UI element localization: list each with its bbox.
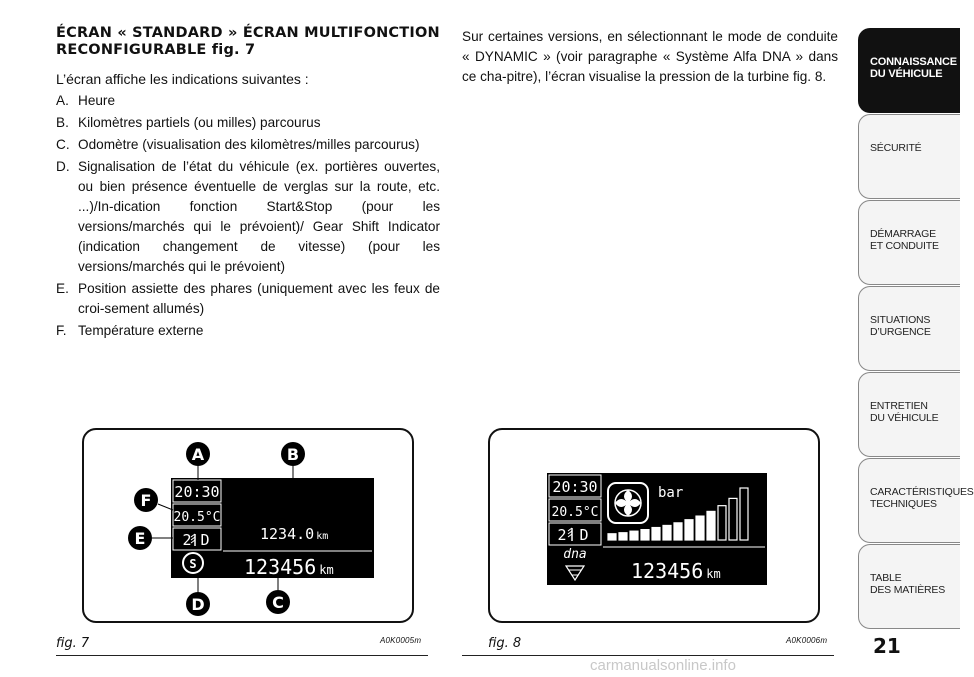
lcd-time: 20:30 bbox=[174, 483, 220, 501]
pressure-bar bbox=[608, 534, 616, 540]
pressure-bar bbox=[674, 523, 682, 540]
callout-c bbox=[266, 590, 290, 614]
figure-7-frame bbox=[82, 428, 414, 623]
svg-text:B: B bbox=[286, 445, 300, 464]
item-text: Position assiette des phares (uniquement avec les feux de croi-sement allumés) bbox=[78, 281, 440, 316]
callout-b bbox=[281, 442, 305, 466]
figure-7-rule bbox=[56, 655, 428, 656]
pressure-bar bbox=[641, 530, 649, 540]
lcd-temperature: 20.5°C bbox=[551, 505, 599, 520]
lcd-gear-unit: D bbox=[200, 531, 210, 549]
indication-list bbox=[56, 91, 440, 341]
item-text: Kilomètres partiels (ou milles) parcourus bbox=[78, 115, 321, 130]
item-text: Température externe bbox=[78, 323, 204, 338]
callout-f bbox=[134, 488, 158, 512]
lcd-gear-unit: D bbox=[579, 526, 589, 544]
left-column bbox=[56, 25, 440, 343]
item-letter: D. bbox=[56, 159, 70, 174]
list-item-b bbox=[56, 113, 440, 133]
figure-7-caption: fig. 7 bbox=[56, 636, 90, 651]
list-item-d bbox=[56, 157, 440, 277]
lcd-gear: 2 bbox=[557, 526, 567, 544]
pressure-bar bbox=[619, 533, 627, 540]
lcd-temperature: 20.5°C bbox=[173, 510, 221, 525]
item-text: Heure bbox=[78, 93, 116, 108]
tab-caracteristiques-techniques[interactable]: CARACTÉRISTIQUES TECHNIQUES bbox=[858, 458, 960, 543]
intro-text: L’écran affiche les indications suivantes : bbox=[56, 71, 309, 87]
tab-connaissance-du-vehicule[interactable]: CONNAISSANCE DU VÉHICULE bbox=[858, 28, 960, 113]
pressure-bar bbox=[663, 525, 671, 540]
figure-8-caption: fig. 8 bbox=[488, 636, 522, 651]
callout-e bbox=[128, 526, 152, 550]
lcd-time: 20:30 bbox=[552, 478, 598, 496]
item-text: Odomètre (visualisation des kilomètres/milles parcourus) bbox=[78, 137, 420, 152]
item-text: Signalisation de l’état du véhicule (ex. portières ouvertes, ou bien présence éventuelle de verglas sur la route, etc. ...)/In-dication fonction Start&Stop (pour les versions/marchés qui le prévoient)/ Gear Shift Indicator (indication changement de vitesse) (pour les versions/marchés qui le prévoient) bbox=[78, 159, 440, 274]
figure-7-display bbox=[84, 430, 412, 621]
tab-entretien-du-vehicule[interactable]: ENTRETIEN DU VÉHICULE bbox=[858, 372, 960, 457]
watermark: carmanualsonline.info bbox=[590, 657, 736, 674]
figure-8-frame bbox=[488, 428, 820, 623]
pressure-bar bbox=[696, 516, 704, 540]
start-stop-letter: S bbox=[189, 557, 197, 571]
right-column-paragraph: Sur certaines versions, en sélectionnant le mode de conduite « DYNAMIC » (voir paragraphe « Système Alfa DNA » dans ce cha-pitre), l’écran visualise la pression de la turbine fig. 8. bbox=[462, 29, 838, 84]
list-item-e bbox=[56, 279, 440, 319]
svg-text:A: A bbox=[191, 445, 205, 464]
svg-text:F: F bbox=[140, 491, 152, 510]
lcd-pressure-unit: bar bbox=[658, 485, 684, 501]
chapter-tabs bbox=[858, 28, 974, 630]
list-item-c bbox=[56, 135, 440, 155]
svg-text:C: C bbox=[272, 593, 284, 612]
lcd-trip: 1234.0 km bbox=[260, 525, 329, 543]
figure-8-rule bbox=[462, 655, 834, 656]
pressure-bar bbox=[685, 520, 693, 540]
lcd-odometer: 123456 km bbox=[631, 559, 721, 583]
list-item-a bbox=[56, 91, 440, 111]
lcd-gear: 2 bbox=[182, 531, 192, 549]
callout-d bbox=[186, 592, 210, 616]
section-title: ÉCRAN « STANDARD » ÉCRAN MULTIFONCTION RECONFIGURABLE fig. 7 bbox=[56, 25, 440, 58]
pressure-bar bbox=[652, 528, 660, 540]
figure-7-code: A0K0005m bbox=[380, 636, 422, 645]
figure-8-display bbox=[490, 430, 818, 621]
item-letter: C. bbox=[56, 137, 70, 152]
svg-text:E: E bbox=[134, 529, 146, 548]
item-letter: A. bbox=[56, 93, 69, 108]
pressure-bar bbox=[707, 511, 715, 540]
lcd-odometer: 123456 km bbox=[244, 555, 334, 579]
list-item-f bbox=[56, 321, 440, 341]
item-letter: B. bbox=[56, 115, 69, 130]
tab-demarrage-et-conduite[interactable]: DÉMARRAGE ET CONDUITE bbox=[858, 200, 960, 285]
pressure-bar bbox=[630, 531, 638, 540]
item-letter: E. bbox=[56, 281, 69, 296]
item-letter: F. bbox=[56, 323, 67, 338]
tab-table-des-matieres[interactable]: TABLE DES MATIÈRES bbox=[858, 544, 960, 629]
svg-text:D: D bbox=[191, 595, 205, 614]
figure-8-code: A0K0006m bbox=[786, 636, 828, 645]
tab-situations-d-urgence[interactable]: SITUATIONS D’URGENCE bbox=[858, 286, 960, 371]
callout-a bbox=[186, 442, 210, 466]
tab-securite[interactable]: SÉCURITÉ bbox=[858, 114, 960, 199]
lcd-dna: dna bbox=[563, 547, 587, 562]
page-number: 21 bbox=[873, 634, 901, 658]
